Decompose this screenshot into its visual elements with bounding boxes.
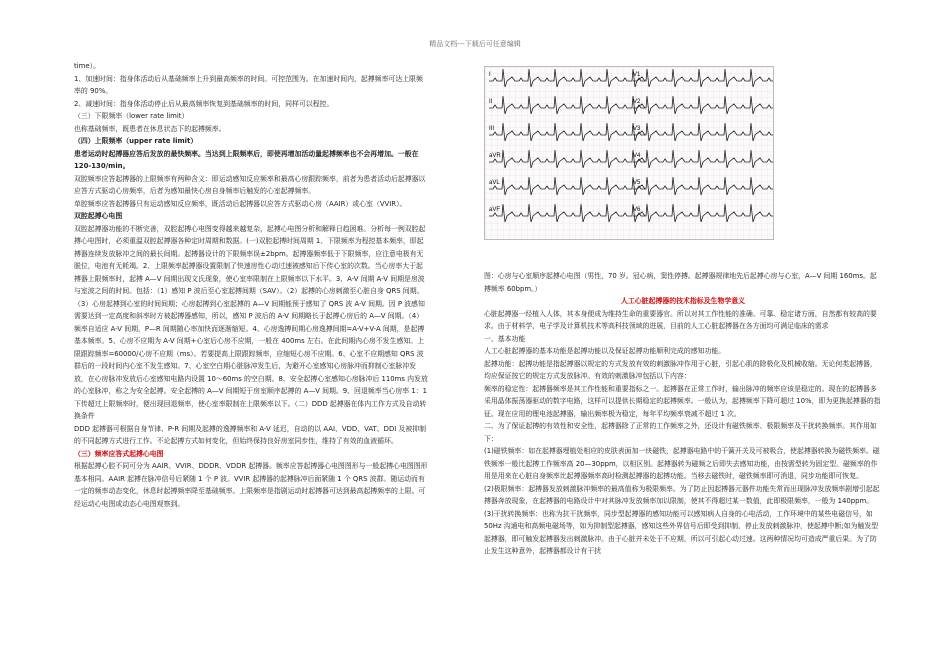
lead-label: V3 (633, 126, 641, 132)
paragraph: DDD 起搏器可根据自身节律、P-R 间期及起搏的逸搏频率和 A-V 延迟，自动的以 AAI、VDD、VAT、DDI 及被抑制的不同起搏方式进行工作。不论起搏方式如何变化，但始终保持良好房室同步性，维持了有效的血液循环。 (74, 424, 427, 445)
lead-label: aVL (489, 180, 500, 186)
section-heading: （四）上限频率（upper rate limit） (74, 137, 198, 145)
right-column (484, 270, 882, 558)
paragraph: (3)干扰转换频率：也称为抗干扰频率，同步型起搏器的感知功能可以感知病人自身的心电活动，工作环境中的某些电磁信号，如 50Hz 沟通电和高频电磁场等，如为抑制型起搏器，感知这些外界信号后即受到抑制，停止发放刺激脉冲，使起搏中断;如为触发型起搏器，即可触发起搏器发出刺激脉冲。由于心脏并未处于不应期，所以可引起心动过速。这两种情况均可造成严重后果。为了防止发生这种意外，起搏器都设计有干扰 (484, 509, 879, 555)
lead-label: V5 (633, 180, 641, 186)
paragraph: 双腔起搏器功能的不断完善，双腔起搏心电图变得越来越复杂，起搏心电图分析和解释日趋困难。分析每一例双腔起搏心电图时，必须重温双腔起搏器各种定时周期和数据。(一)双腔起搏时间周期 1、下限频率为程控基本频率，即起搏器连续发放脉冲之间的最长间期。起搏器设计的下限频率误±2bpm。起搏器频率低于下限频率，应注意电极有无脱位，电池有无耗竭。2、上限频率起搏器设置限制了快速房性心动过速被感知后下传心室的次数。当心房率大于起搏器上限频率时，起搏 A—V 间期出现文氏现象，使心室率限制在上限频率以下水平。3、A-V 间期 A-V 间期是房波与室波之间的时间。包括：（1）感知 P 波后至心室起搏间期（SAV）。（2）起搏的心房刺激至心脏自身 QRS 间期。（3）心房起搏到心室的时间间期；心房起搏到心室起搏的 A—V 间期能预于感知了 QRS 波 A-V 间期。因 P 波感知需要达到一定高度和斜率时方被起搏器感知，所以，感知 P 波后的 A-V 间期略长于起搏心房后的 A—V 间期。（4）频率自适应 A-V 间期，P—R 间期随心率加快而逐渐缩短。4、心房逸搏间期心房逸搏间期=A-V+V-A 间期，是起搏基本频率。5、心房不应期为 A-V 间期+心室后心房不应期，一般在 400ms 左右。在此间期内心房不发生感知。上限跟踪频率=60000/心房不应期（ms）。若要提高上限跟踪频率，应缩短心房不应期。6、心室不应期感知 QRS 波群后的一段时间内心室不发生感知。7、心室空白期心脏脉冲发生后，为避开心室感知心房脉冲而抑制心室脉冲发放，在心房脉冲发放后心室感知电路内设置 10～60ms 的空白期。8、安全起搏心室感知心房脉冲后 110ms 内发放的心室脉冲，称之为安全起搏。安全起搏的 A—V 间期短于房室顺序起搏的 A—V 间期。9、回退频率当心房率 1：1 下传超过上限频率时，便出现回退频率，使心室率限制在上限频率以下。（二）DDD 起搏器在体内工作方式及自动转换条件 (74, 224, 428, 420)
paragraph: 频率的稳定性：起搏器频率是其工作性能和重要指标之一。起搏器在正常工作时，输出脉冲的频率应该是稳定的。现在的起搏器多采用晶体振荡器驱动的数字电路，这样可以提供长期稳定的起搏频率。一般认为，起搏频率下降可超过 10%，即为更换起搏器的指征。现在应用的锂电池起搏器，输出频率极为稳定，每年平均频率衰减不超过 1 次。 (484, 384, 881, 418)
paragraph: 2、减速时间：指身体活动停止后从最高频率恢复到基础频率的时间，同样可以程控。 (74, 99, 334, 108)
lead-label: V4 (633, 153, 641, 159)
paragraph: 人工心脏起搏器的基本功能是起搏功能以及保证起搏功能顺利完成的感知功能。 (484, 347, 726, 355)
paragraph: (2)极限频率：起搏器发放刺激脉冲频率的最高值称为极限频率。为了防止因起搏器元器件功能失常而出现脉冲发放频率剧增引起起搏器奔放现象，在起搏器的电路设计中对其脉冲发放频率加以限制，使其不得超过某一数值，此即极限频率，一般为 140ppm。 (484, 484, 880, 505)
paragraph: 也称基础频率，既患者在休息状态下的起搏频率。 (74, 124, 226, 133)
paragraph: 患者运动时起搏器应答后发放的最快频率。当达到上限频率后，即使再增加活动量起搏频率也不会再增加。一般在 120-130/min。 (74, 149, 419, 170)
lead-label: V2 (633, 99, 641, 105)
paragraph: 二、为了保证起搏的有效性和安全性，起搏器除了正常的工作频率之外，还设计有磁铁频率、极限频率及干扰转换频率。其作用如下： (484, 422, 877, 443)
lead-label: I (489, 72, 491, 78)
lead-label: V6 (633, 207, 641, 213)
lead-label: V1 (633, 72, 641, 78)
lead-label: aVR (489, 153, 501, 159)
paragraph: 双腔频率应答起搏器的上限频率有两种含义：即运动感知反应频率和最高心房跟踪频率，前者为患者活动后起搏器以应答方式驱动心房频率，后者为感知最快心房自身频率后触发的心室起搏频率。 (74, 174, 426, 195)
lead-label: aVF (489, 207, 501, 213)
ecg-strip (485, 67, 773, 239)
paragraph: 根据起搏心腔不同可分为 AAIR、VVIR、DDDR、VDDR 起搏器。频率应答起搏器心电图图形与一般起搏心电图图形基本相同。AAIR 起搏在脉冲信号后紧随 1 个 P 波。VVIR 起搏器的起搏脉冲后面紧随 1 个 QRS 波群。随运动而有一定的频率动态变化，休息时起搏频率降至基础频率。上限频率是指剧运动时起搏器可达到最高起搏频率的上限。可经运动心电图或动态心电图观察到。 (74, 462, 428, 508)
lead-label: III (489, 126, 495, 132)
section-heading: （三）频率应答式起搏心电图 (74, 449, 164, 458)
paragraph: 起搏功能：起搏功能是指起搏器以规定的方式发放有效的刺激脉冲作用于心脏，引起心肌的除极化及机械收缩。无论何类起搏器，均应保证按它的规定方式发放脉冲。有效的刺激脉冲包括以下内容： (484, 359, 877, 380)
page-header: 精品文档---下载后可任意编辑 (429, 40, 521, 48)
figure-caption: 图：心房与心室顺序起搏心电图（男性，70 岁。冠心病，窦性停搏。起搏器规律地先后起搏心房与心室，A—V 间期 160ms。起搏频率 60bpm。） (484, 272, 877, 293)
ecg-figure (484, 66, 774, 240)
paragraph: 1、加速时间：指身体活动后从基础频率上升到最高频率的时间。可控范围为。在加速时间内，起搏频率可达上限频率的 90%。 (74, 74, 423, 95)
section-heading: 双腔起搏心电图 (74, 212, 123, 220)
lead-label: II (489, 99, 493, 105)
left-column (74, 60, 429, 510)
section-heading: （三）下限频率（lower rate limit） (74, 112, 189, 120)
paragraph: (1)磁铁频率：如在起搏器埋植处相应的皮肤表面加一块磁铁，起搏器电路中的干簧开关及可被吸合，使起搏器转换为磁铁频率。磁铁频率一般比起搏工作频率高 20—30ppm，以相区别。起搏器转为磁频之后即失去感知功能，由按需型转为固定型。磁频率的作用是用来在心脏自身频率比起搏器频率高时检测起搏器的起搏功能。当移去磁铁时，磁铁频率即可消退，同步功能即可恢复。 (484, 447, 880, 480)
section-title: 人工心脏起搏器的技术指标及生物学意义 (620, 297, 746, 305)
paragraph: 心脏起搏器一经植入人体，其本身便成为维持生命的重要器官。所以对其工作性能的准确、可靠、稳定诸方面，自然都有较高的要求。由于材料学，电子学及计算机技术等高科技领域的进展，目前的人工心脏起搏器在各方面均可满足临床的需求 (484, 309, 877, 330)
section-heading: 一、基本功能 (484, 334, 526, 343)
paragraph: 单腔频率应答起搏器只有运动感知反应频率，既活动后起搏器以应答方式驱动心房（AAIR）或心室（VVIR）。 (74, 199, 407, 208)
paragraph: time）。 (74, 62, 100, 70)
